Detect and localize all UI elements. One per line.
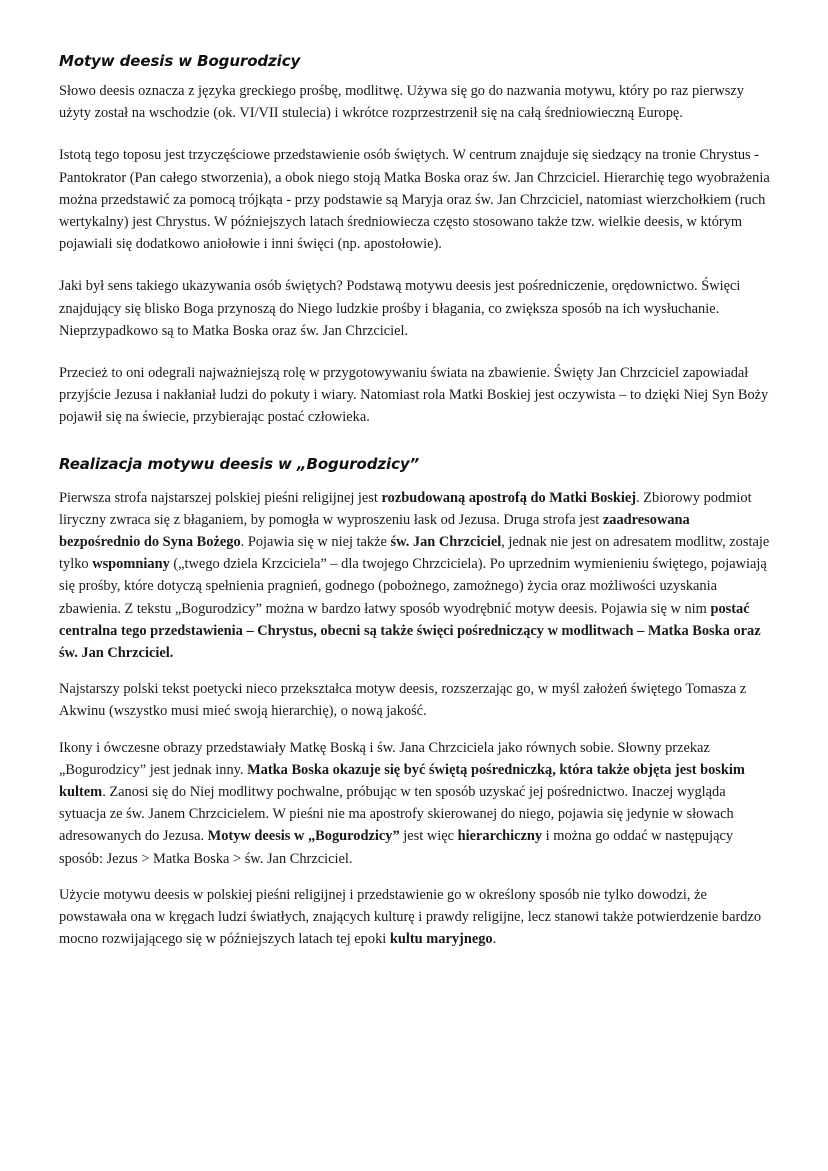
section-heading-deesis: Motyw deesis w Bogurodzicy xyxy=(59,52,301,70)
paragraph-meaning: Jaki był sens takiego ukazywania osób świętych? Podstawą motywu deesis jest pośredniczenie, orędownictwo. Święci znajdujący się blisko Boga przynoszą do Niego ludzkie prośby i błagania, co zwiększa sposób na ich wysłuchanie. Nieprzypadkowo są to Matka Boska oraz św. Jan Chrzciciel. xyxy=(59,278,741,339)
text-span: . xyxy=(492,931,497,948)
text-span: Ikony i ówczesne obrazy przedstawiały Matkę Boską i św. Jana Chrzciciela jako równych sobie. Słowny przekaz „Bogurodzicy” jest jednak inny. xyxy=(59,739,710,778)
bold-span: rozbudowaną apostrofą do Matki Boskiej xyxy=(381,489,637,506)
text-span: Użycie motywu deesis w polskiej pieśni religijnej i przedstawienie go w określony sposób nie tylko dowodzi, że powstawała ona w kręgach ludzi światłych, znających kulturę i prawdy religijne, lecz stanowi także potwierdzenie bardzo mocno rozwijającego się w późniejszych latach tej epoki xyxy=(59,886,762,948)
bold-span: hierarchiczny xyxy=(457,828,543,845)
section-heading-realization: Realizacja motywu deesis w „Bogurodzicy” xyxy=(59,454,420,473)
bold-span: św. Jan Chrzciciel xyxy=(390,534,502,551)
paragraph-icons xyxy=(59,737,773,870)
bold-span: kultu maryjnego xyxy=(389,931,493,948)
paragraph-role: Przecież to oni odegrali najważniejszą rolę w przygotowywaniu świata na zbawienie. Święty Jan Chrzciciel zapowiadał przyjście Jezusa i nakłaniał ludzi do pokuty i wiary. Natomiast rola Matki Boskiej jest oczywista – to dzięki Niej Syn Boży pojawił się na świecie, przybierając postać człowieka. xyxy=(59,365,769,426)
document-page xyxy=(59,50,773,965)
text-span: („twego dziela Krzciciela” – dla twojego Chrzciciela). Po uprzednim wymienieniu świętego, pojawiają się prośby, które dotyczą spełnienia pragnień, godnego (pobożnego, zamożnego) życia oraz możliwości uzyskania zbawienia. Z tekstu „Bogurodzicy” można w bardzo łatwy sposób wyodrębnić motyw deesis. Pojawia się w nim xyxy=(59,556,767,617)
bold-span: postać centralna tego przedstawienia – Chrystus, obecni są także święci pośredniczący w modlitwach – Matka Boska oraz św. Jan Chrzciciel. xyxy=(59,600,761,662)
paragraph-definition: Słowo deesis oznacza z języka greckiego prośbę, modlitwę. Używa się go do nazwania motywu, który po raz pierwszy użyty został na wschodzie (ok. VI/VII stulecia) i wkrótce rozprzestrzenił się na całą średniowieczną Europę. xyxy=(59,83,744,122)
paragraph-conclusion xyxy=(59,884,773,951)
paragraph-first-strophe xyxy=(59,487,773,665)
paragraph-topos: Istotą tego toposu jest trzyczęściowe przedstawienie osób świętych. W centrum znajduje się siedzący na tronie Chrystus - Pantokrator (Pan całego stworzenia), a obok niego stoją Matka Boska oraz św. Jan Chrzciciel. Hierarchię tego wyobrażenia można przedstawić za pomocą trójkąta - przy podstawie są Maryja oraz św. Jan Chrzciciel, natomiast wierzchołkiem (ruch wertykalny) jest Chrystus. W późniejszych latach średniowiecza często stosowano także tzw. wielkie deesis, w którym pojawiali się dodatkowo aniołowie i inni święci (np. apostołowie). xyxy=(59,147,770,253)
text-span: . Zbiorowy podmiot liryczny zwraca się z błaganiem, by pomogła w wyproszeniu łask od Jezusa. Druga strofa jest xyxy=(59,489,752,528)
text-span: jest więc xyxy=(399,828,458,845)
bold-span: Motyw deesis w „Bogurodzicy” xyxy=(207,828,400,845)
text-span: . Zanosi się do Niej modlitwy pochwalne, próbując w ten sposób uzyskać jej pośrednictwo. Inaczej wygląda sytuacja ze św. Janem Chrzcicielem. W pieśni nie ma apostrofy skierowanej do niego, pojawia się jedynie w słowach adresowanych do Jezusa. xyxy=(59,784,734,845)
paragraph-transformation: Najstarszy polski tekst poetycki nieco przekształca motyw deesis, rozszerzając go, w myśl założeń świętego Tomasza z Akwinu (wszystko musi mieć swoją hierarchię), o nową jakość. xyxy=(59,681,747,720)
bold-span: wspomniany xyxy=(92,556,170,573)
text-span: , jednak nie jest on adresatem modlitw, zostaje tylko xyxy=(59,534,770,573)
bold-span: Matka Boska okazuje się być świętą pośredniczką, która także objęta jest boskim kultem xyxy=(59,761,745,801)
text-span: . Pojawia się w niej także xyxy=(240,534,391,551)
text-span: Pierwsza strofa najstarszej polskiej pieśni religijnej jest xyxy=(59,489,382,506)
bold-span: zaadresowana bezpośrednio do Syna Bożego xyxy=(59,511,690,551)
text-span: i można go oddać w następujący sposób: Jezus > Matka Boska > św. Jan Chrzciciel. xyxy=(59,828,734,867)
